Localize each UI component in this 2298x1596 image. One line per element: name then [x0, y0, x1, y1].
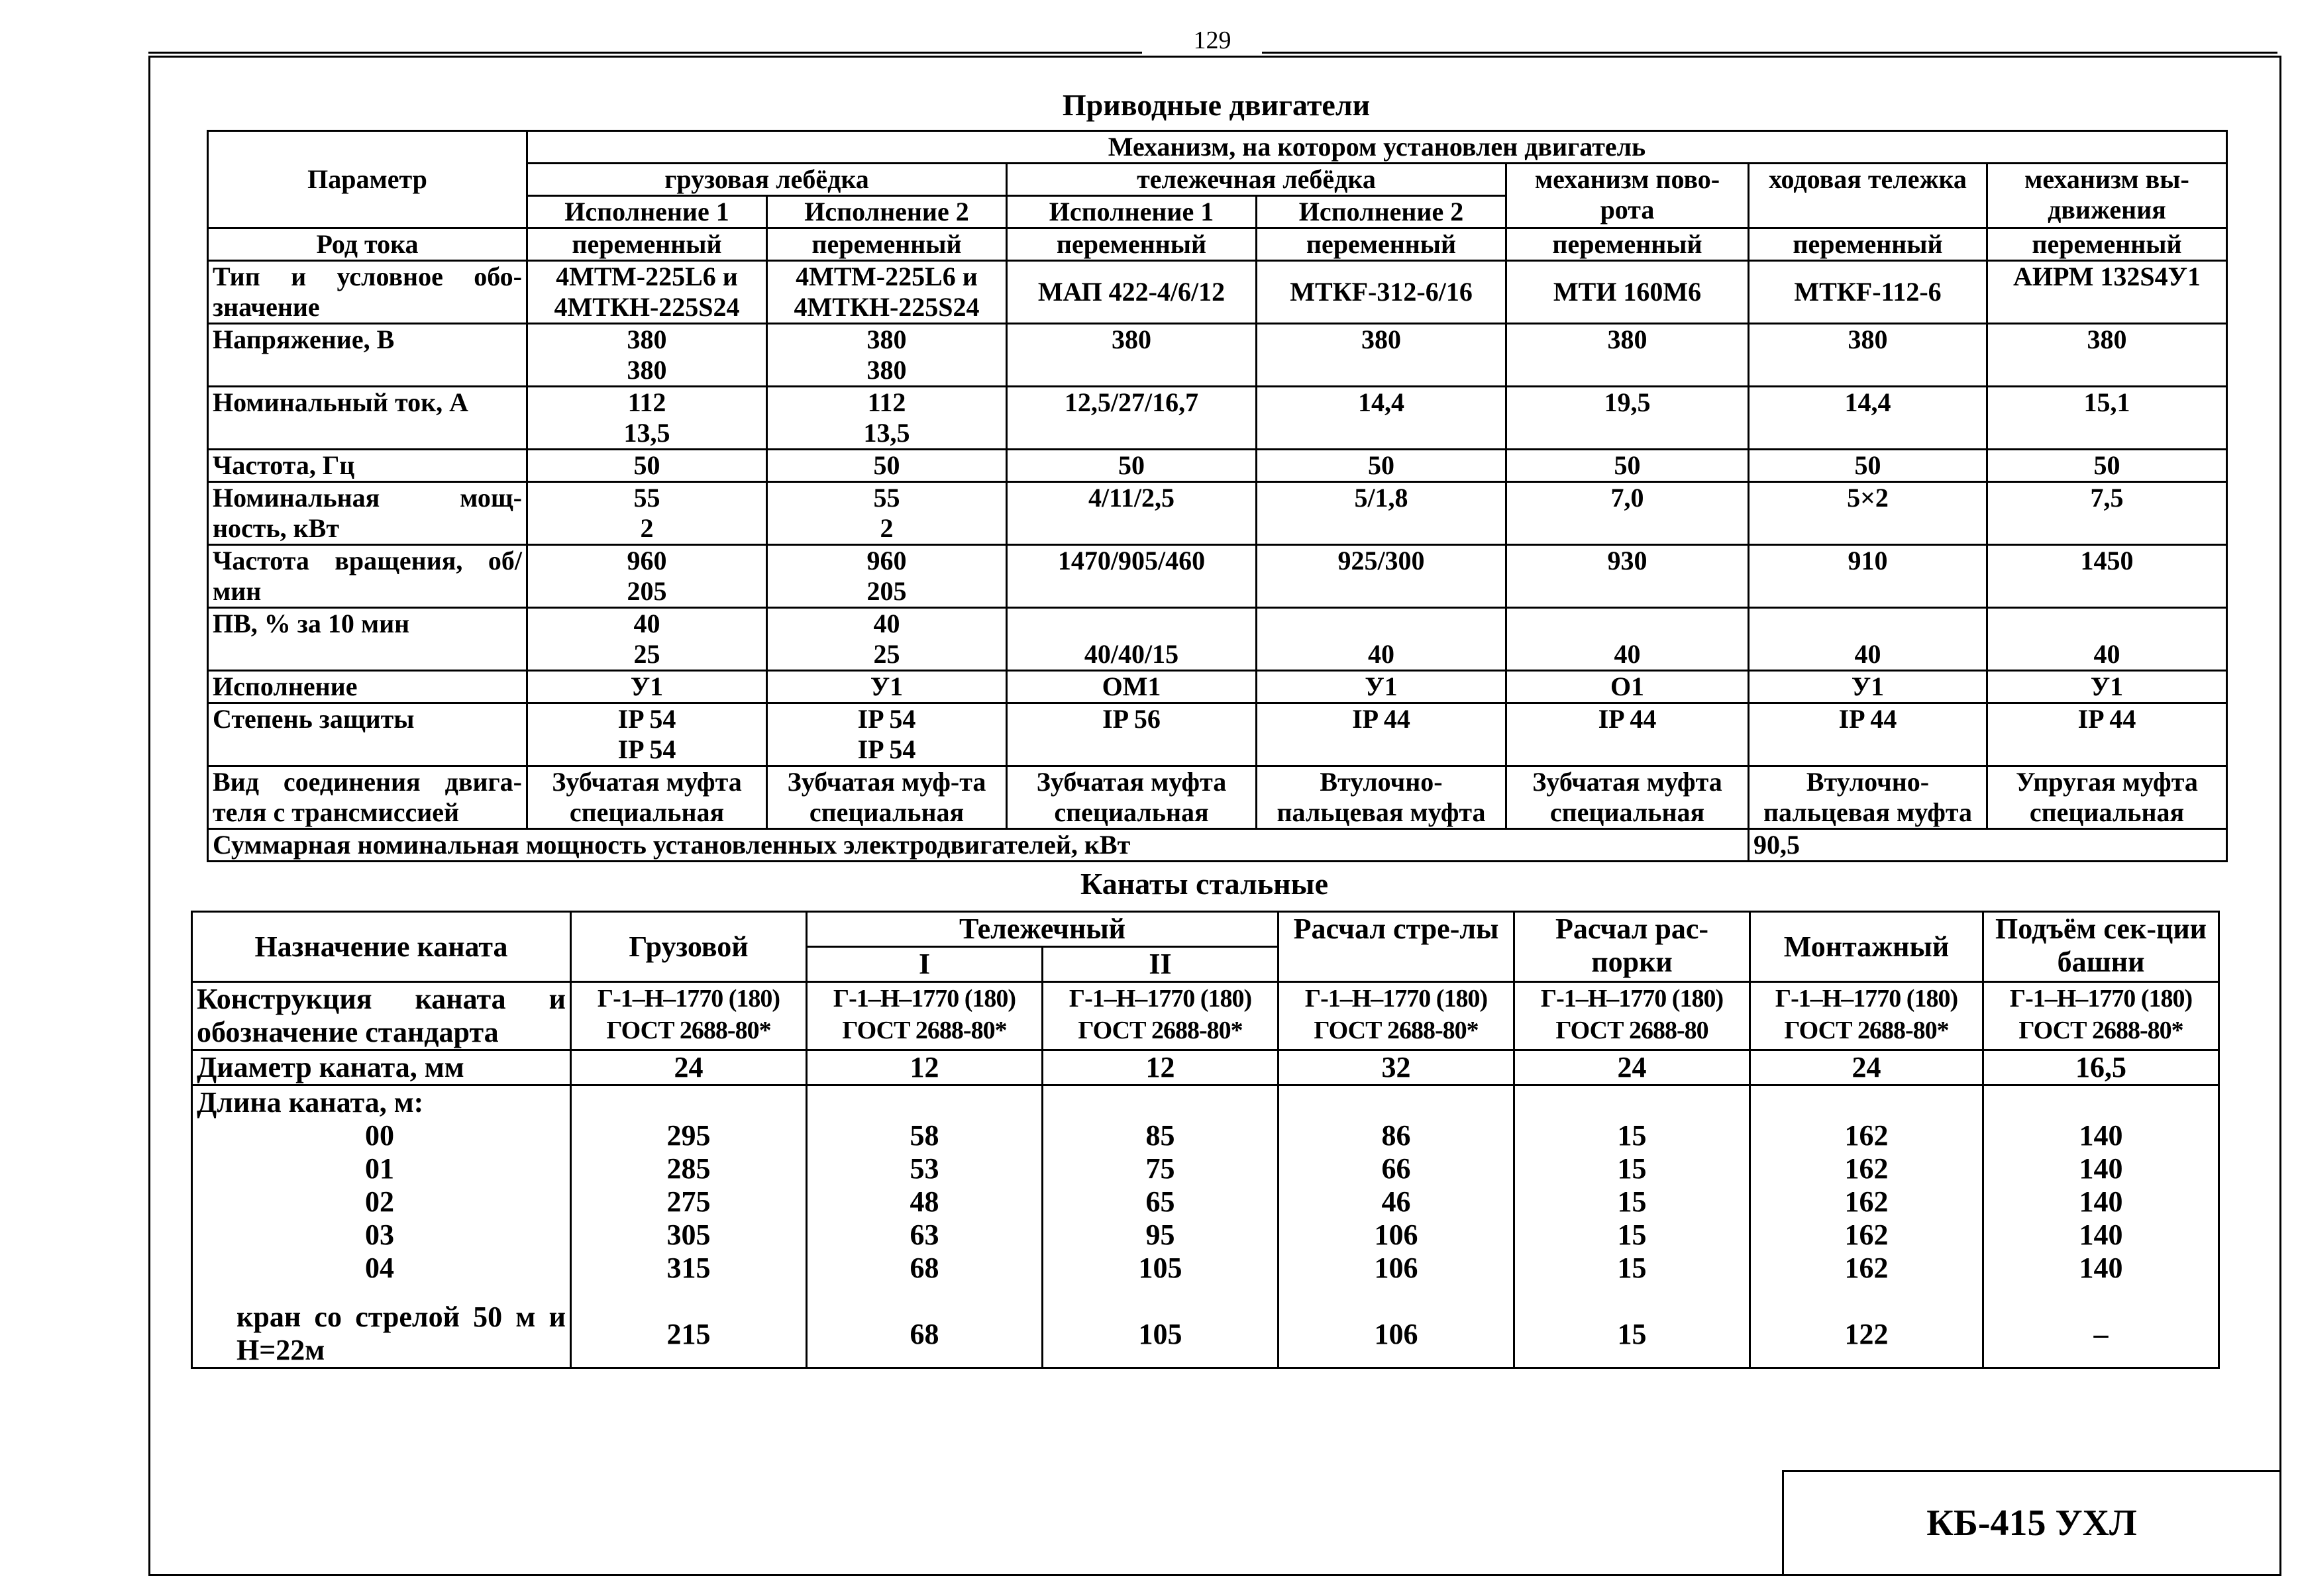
- motors-cell: переменный: [527, 228, 767, 261]
- ropes-length-value: 95: [1145, 1219, 1175, 1251]
- motors-row: [208, 703, 2227, 766]
- ropes-tower-lift-header: Подъём сек-ции башни: [1983, 912, 2219, 982]
- motors-cell: 14,4: [1257, 387, 1506, 450]
- ropes-length-value: 15: [1617, 1219, 1647, 1251]
- motors-cell: 40 25: [767, 608, 1007, 671]
- motors-cell: 380: [1007, 324, 1257, 387]
- ropes-length-value: –: [2093, 1318, 2109, 1350]
- ropes-length-value: 162: [1844, 1252, 1889, 1284]
- ropes-title: Канаты стальные: [1080, 867, 1329, 901]
- ropes-boom-guy-header: Расчал стре-лы: [1279, 912, 1514, 982]
- motors-row-label: ПВ, % за 10 мин: [208, 608, 527, 671]
- motors-group-travel-trolley: ходовая тележка: [1749, 164, 1987, 228]
- motors-row-label: Номинальная мощ-ность, кВт: [208, 482, 527, 545]
- motors-row-label: Напряжение, В: [208, 324, 527, 387]
- ropes-length-value: 66: [1381, 1152, 1411, 1185]
- motors-cell: 960 205: [527, 545, 767, 608]
- motors-cell: У1: [1257, 671, 1506, 703]
- ropes-length-value: 15: [1617, 1318, 1647, 1350]
- ropes-length-col: [1043, 1085, 1279, 1368]
- motors-total-label: Суммарная номинальная мощность установленных электродвигателей, кВт: [208, 829, 1749, 862]
- motors-row-label: Исполнение: [208, 671, 527, 703]
- ropes-length-col: [1983, 1085, 2219, 1368]
- motors-cell: 40: [1987, 608, 2227, 671]
- ropes-length-value: 162: [1844, 1185, 1889, 1218]
- motors-cell: 15,1: [1987, 387, 2227, 450]
- motors-group-trolley-winch: тележечная лебёдка: [1007, 164, 1506, 196]
- ropes-assembly-header: Монтажный: [1750, 912, 1983, 982]
- ropes-length-value: 65: [1145, 1185, 1175, 1218]
- motors-row: [208, 387, 2227, 450]
- motors-row: [208, 608, 2227, 671]
- motors-mechanism-header: Механизм, на котором установлен двигатель: [527, 131, 2227, 164]
- motors-cell: 4МТМ-225L6 и 4МТКН-225S24: [527, 261, 767, 324]
- motors-row: [208, 766, 2227, 829]
- motors-cell: 960 205: [767, 545, 1007, 608]
- ropes-cargo-header: Грузовой: [571, 912, 807, 982]
- ropes-length-value: 295: [666, 1119, 711, 1152]
- motors-cell: У1: [1749, 671, 1987, 703]
- ropes-length-row-label: кран со стрелой 50 м и Н=22м: [236, 1301, 566, 1366]
- ropes-construction-cell: Г-1–Н–1770 (180) ГОСТ 2688-80: [1514, 982, 1750, 1050]
- ropes-construction-cell: Г-1–Н–1770 (180) ГОСТ 2688-80*: [1043, 982, 1279, 1050]
- ropes-length-spacer: [1519, 1086, 1745, 1119]
- ropes-length-value: 68: [910, 1252, 939, 1284]
- ropes-length-value: 315: [666, 1252, 711, 1284]
- motors-cell: 380: [1749, 324, 1987, 387]
- ropes-construction-cell: Г-1–Н–1770 (180) ГОСТ 2688-80*: [807, 982, 1043, 1050]
- motors-group-cargo-winch: грузовая лебёдка: [527, 164, 1007, 196]
- motors-cell: IP 44: [1506, 703, 1749, 766]
- motors-row: [208, 450, 2227, 482]
- ropes-length-value: 106: [1374, 1318, 1418, 1350]
- motors-table: [207, 130, 2228, 862]
- motors-cell: МТИ 160М6: [1506, 261, 1749, 324]
- motors-cell: О1: [1506, 671, 1749, 703]
- motors-cell: Упругая муфта специальная: [1987, 766, 2227, 829]
- motors-cell: Втулочно-пальцевая муфта: [1257, 766, 1506, 829]
- motors-cell: IP 44: [1987, 703, 2227, 766]
- ropes-length-value: 162: [1844, 1119, 1889, 1152]
- motors-cell: переменный: [1987, 228, 2227, 261]
- ropes-diameter-cell: 32: [1279, 1050, 1514, 1085]
- motors-cell: 5×2: [1749, 482, 1987, 545]
- motors-cell: 40 25: [527, 608, 767, 671]
- ropes-length-value: 140: [2079, 1252, 2123, 1284]
- motors-variant: Исполнение 2: [767, 196, 1007, 228]
- top-rule-right: [1262, 52, 2277, 54]
- motors-cell: 40: [1257, 608, 1506, 671]
- motors-cell: 112 13,5: [527, 387, 767, 450]
- motors-row: [208, 671, 2227, 703]
- motors-cell: 14,4: [1749, 387, 1987, 450]
- ropes-length-value: 140: [2079, 1152, 2123, 1185]
- motors-row: [208, 482, 2227, 545]
- motors-cell: МАП 422-4/6/12: [1007, 261, 1257, 324]
- motors-variant: Исполнение 2: [1257, 196, 1506, 228]
- motors-cell: 50: [1987, 450, 2227, 482]
- ropes-construction-label: Конструкция каната и обозначение стандарта: [192, 982, 571, 1050]
- ropes-length-value: 105: [1138, 1252, 1182, 1284]
- ropes-length-value: 15: [1617, 1252, 1647, 1284]
- ropes-length-value: 162: [1844, 1219, 1889, 1251]
- motors-group-telescoping: механизм вы-движения: [1987, 164, 2227, 228]
- ropes-diameter-cell: 24: [1750, 1050, 1983, 1085]
- motors-cell: 40/40/15: [1007, 608, 1257, 671]
- ropes-length-row-label: 00: [365, 1119, 394, 1152]
- motors-cell: 112 13,5: [767, 387, 1007, 450]
- motors-cell: 12,5/27/16,7: [1007, 387, 1257, 450]
- ropes-length-value: 85: [1145, 1119, 1175, 1152]
- motors-cell: Зубчатая муфта специальная: [1007, 766, 1257, 829]
- motors-row-label: Номинальный ток, А: [208, 387, 527, 450]
- motors-cell: 380: [1987, 324, 2227, 387]
- motors-cell: 7,0: [1506, 482, 1749, 545]
- ropes-construction-cell: Г-1–Н–1770 (180) ГОСТ 2688-80*: [571, 982, 807, 1050]
- motors-cell: переменный: [1007, 228, 1257, 261]
- motors-cell: 50: [767, 450, 1007, 482]
- ropes-length-value: 215: [666, 1318, 711, 1350]
- page-number: 129: [1193, 26, 1231, 54]
- motors-cell: 4/11/2,5: [1007, 482, 1257, 545]
- motors-cell: IP 54 IP 54: [767, 703, 1007, 766]
- motors-cell: 40: [1749, 608, 1987, 671]
- motors-cell: переменный: [1257, 228, 1506, 261]
- motors-cell: 380 380: [527, 324, 767, 387]
- ropes-length-spacer: [1988, 1086, 2214, 1119]
- ropes-length-row-label: 04: [365, 1252, 394, 1284]
- ropes-length-spacer: [1755, 1086, 1978, 1119]
- motors-cell: IP 54 IP 54: [527, 703, 767, 766]
- motors-cell: 7,5: [1987, 482, 2227, 545]
- ropes-length-value: 305: [666, 1219, 711, 1251]
- ropes-purpose-header: Назначение каната: [192, 912, 571, 982]
- ropes-length-value: 285: [666, 1152, 711, 1185]
- top-rule-left: [148, 52, 1142, 54]
- motors-total-value: 90,5: [1749, 829, 2227, 862]
- motors-cell: 1470/905/460: [1007, 545, 1257, 608]
- motors-cell: 5/1,8: [1257, 482, 1506, 545]
- motors-cell: МТКF-312-6/16: [1257, 261, 1506, 324]
- ropes-diameter-cell: 24: [1514, 1050, 1750, 1085]
- ropes-diameter-label: Диаметр каната, мм: [192, 1050, 571, 1085]
- ropes-length-col: [807, 1085, 1043, 1368]
- title-block-stamp: КБ-415 УХЛ: [1782, 1470, 2279, 1574]
- motors-cell: 55 2: [767, 482, 1007, 545]
- ropes-table: [191, 911, 2220, 1369]
- ropes-length-value: 140: [2079, 1185, 2123, 1218]
- ropes-length-value: 106: [1374, 1252, 1418, 1284]
- ropes-construction-cell: Г-1–Н–1770 (180) ГОСТ 2688-80*: [1983, 982, 2219, 1050]
- ropes-construction-cell: Г-1–Н–1770 (180) ГОСТ 2688-80*: [1750, 982, 1983, 1050]
- motors-row: [208, 228, 2227, 261]
- ropes-length-value: 162: [1844, 1152, 1889, 1185]
- ropes-length-value: 68: [910, 1318, 939, 1350]
- ropes-length-value: 275: [666, 1185, 711, 1218]
- motors-cell: 4МТМ-225L6 и 4МТКН-225S24: [767, 261, 1007, 324]
- motors-cell: 1450: [1987, 545, 2227, 608]
- ropes-diameter-cell: 12: [807, 1050, 1043, 1085]
- motors-cell: 380: [1506, 324, 1749, 387]
- ropes-length-value: 140: [2079, 1219, 2123, 1251]
- ropes-length-spacer: [811, 1086, 1037, 1119]
- ropes-length-value: 48: [910, 1185, 939, 1218]
- motors-cell: 50: [1749, 450, 1987, 482]
- ropes-length-col: [1279, 1085, 1514, 1368]
- ropes-strut-guy-header: Расчал рас-порки: [1514, 912, 1750, 982]
- ropes-length-value: 75: [1145, 1152, 1175, 1185]
- motors-cell: МТКF-112-6: [1749, 261, 1987, 324]
- motors-cell: переменный: [1749, 228, 1987, 261]
- ropes-length-value: 140: [2079, 1119, 2123, 1152]
- motors-group-slewing: механизм пово-рота: [1506, 164, 1749, 228]
- motors-cell: АИРМ 132S4У1: [1987, 261, 2227, 324]
- motors-row-label: Род тока: [208, 228, 527, 261]
- motors-cell: 50: [527, 450, 767, 482]
- motors-cell: 930: [1506, 545, 1749, 608]
- motors-row: [208, 545, 2227, 608]
- motors-row-label: Тип и условное обо-значение: [208, 261, 527, 324]
- motors-cell: 50: [1257, 450, 1506, 482]
- motors-cell: У1: [767, 671, 1007, 703]
- motors-row-label: Частота, Гц: [208, 450, 527, 482]
- ropes-length-col: [1750, 1085, 1983, 1368]
- motors-cell: 910: [1749, 545, 1987, 608]
- motors-cell: Зубчатая муф-та специальная: [767, 766, 1007, 829]
- ropes-length-col: [1514, 1085, 1750, 1368]
- motors-cell: IP 56: [1007, 703, 1257, 766]
- motors-cell: У1: [527, 671, 767, 703]
- ropes-length-spacer: [576, 1086, 802, 1119]
- motors-param-header: Параметр: [208, 131, 527, 228]
- motors-row-label: Частота вращения, об/мин: [208, 545, 527, 608]
- motors-cell: Зубчатая муфта специальная: [1506, 766, 1749, 829]
- ropes-construction-cell: Г-1–Н–1770 (180) ГОСТ 2688-80*: [1279, 982, 1514, 1050]
- ropes-length-heading: Длина каната, м:: [197, 1086, 424, 1119]
- ropes-length-value: 46: [1381, 1185, 1411, 1218]
- motors-body: [208, 228, 2227, 829]
- ropes-length-row-label: 02: [365, 1185, 394, 1218]
- motors-row-label: Степень защиты: [208, 703, 527, 766]
- ropes-length-value: 105: [1138, 1318, 1182, 1350]
- motors-cell: 925/300: [1257, 545, 1506, 608]
- ropes-length-value: 15: [1617, 1119, 1647, 1152]
- motors-cell: Втулочно-пальцевая муфта: [1749, 766, 1987, 829]
- ropes-length-value: 15: [1617, 1185, 1647, 1218]
- motors-cell: 380 380: [767, 324, 1007, 387]
- ropes-diameter-cell: 12: [1043, 1050, 1279, 1085]
- ropes-length-labels: [192, 1085, 571, 1368]
- motors-row: [208, 261, 2227, 324]
- ropes-length-col: [571, 1085, 807, 1368]
- ropes-trolley-2-header: II: [1043, 947, 1279, 982]
- motors-variant: Исполнение 1: [527, 196, 767, 228]
- ropes-length-value: 53: [910, 1152, 939, 1185]
- motors-cell: 50: [1506, 450, 1749, 482]
- motors-row-label: Вид соединения двига-теля с трансмиссией: [208, 766, 527, 829]
- ropes-length-value: 86: [1381, 1119, 1411, 1152]
- ropes-length-value: 15: [1617, 1152, 1647, 1185]
- motors-cell: IP 44: [1257, 703, 1506, 766]
- motors-cell: У1: [1987, 671, 2227, 703]
- motors-cell: 380: [1257, 324, 1506, 387]
- ropes-length-row-label: 01: [365, 1152, 394, 1185]
- ropes-length-value: 63: [910, 1219, 939, 1251]
- motors-cell: IP 44: [1749, 703, 1987, 766]
- motors-variant: Исполнение 1: [1007, 196, 1257, 228]
- ropes-trolley-1-header: I: [807, 947, 1043, 982]
- motors-cell: Зубчатая муфта специальная: [527, 766, 767, 829]
- motors-cell: 19,5: [1506, 387, 1749, 450]
- motors-cell: 55 2: [527, 482, 767, 545]
- ropes-length-value: 106: [1374, 1219, 1418, 1251]
- motors-title: Приводные двигатели: [1062, 88, 1371, 122]
- motors-cell: 50: [1007, 450, 1257, 482]
- motors-cell: переменный: [767, 228, 1007, 261]
- ropes-trolley-header: Тележечный: [807, 912, 1279, 947]
- motors-cell: 40: [1506, 608, 1749, 671]
- ropes-length-row-label: 03: [365, 1219, 394, 1251]
- ropes-length-value: 58: [910, 1119, 939, 1152]
- motors-cell: ОМ1: [1007, 671, 1257, 703]
- ropes-length-spacer: [1047, 1086, 1273, 1119]
- ropes-length-value: 122: [1844, 1318, 1889, 1350]
- motors-row: [208, 324, 2227, 387]
- ropes-diameter-cell: 16,5: [1983, 1050, 2219, 1085]
- ropes-diameter-cell: 24: [571, 1050, 807, 1085]
- ropes-length-spacer: [1283, 1086, 1509, 1119]
- motors-cell: переменный: [1506, 228, 1749, 261]
